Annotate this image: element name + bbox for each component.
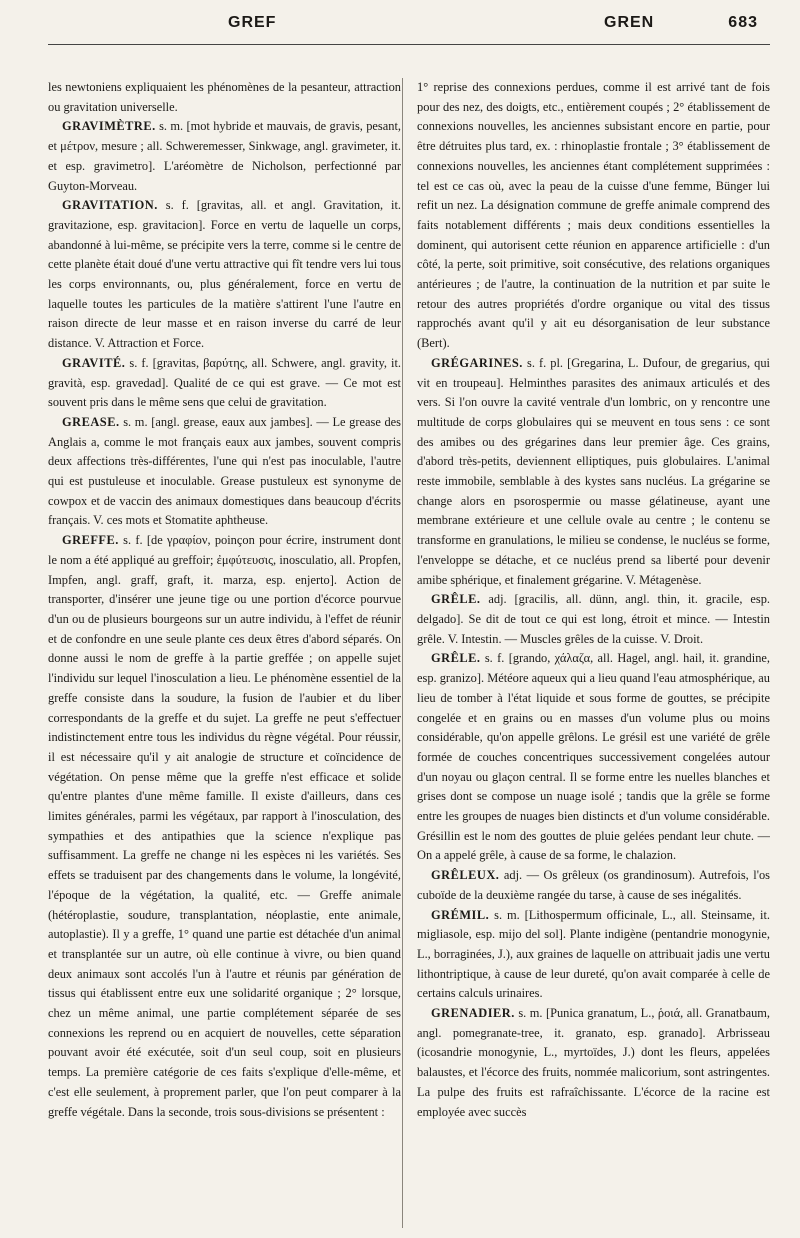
left-column — [48, 78, 401, 1228]
entry-text: s. f. [gravitas, βαρύτης, all. Schwere, angl. gravity, it. gravità, esp. gravedad]. Qualité de ce qui est grave. — Ce mot est souvent pris dans le même sens que celui de gravitation. — [48, 355, 401, 410]
entry-headword: GRAVIMÈTRE. — [62, 119, 156, 134]
dictionary-entry — [417, 906, 770, 1005]
entry-text: s. f. [gravitas, all. et angl. Gravitation, it. gravitazione, esp. gravitacion]. Force en vertu de laquelle un corps, abandonné à lui-même, se précipite vers la terre, comme si le centre de cette planète était doué d'une vertu attractive qui fît tendre vers lui tous les corps environnants, ou, plus généralement, force en vertu de laquelle toutes les particules de la matière s'attirent l'une l'autre en raison directe de leur masse et en raison inverse du carré de leur distance. V. Attraction et Force. — [48, 198, 401, 351]
dictionary-entry — [48, 196, 401, 354]
entry-text: s. f. [de γραφίον, poinçon pour écrire, instrument dont le nom a été appliqué au greffoir; ἐμφύτευσις, inosculatio, all. Propfen, Impfen, angl. graff, graft, it. marza, esp. enjerto]. Action de transporter, d'insérer une jeune tige ou une portion d'écorce pourvue d'un ou de plusieurs bourgeons sur un autre individu, à l'effet de réunir et de confondre en une seule plante ces deux êtres d'abord séparés. On donne aussi le nom de greffe à la partie greffée ; on appelle sujet l'individu sur lequel l'inosculation a lieu. Le phénomène essentiel de la greffe consiste dans la soudure, la fusion de l'aubier et du liber correspondants de la greffe et du sujet. La greffe ne peut s'effectuer indistinctement entre tous les individus du règne végétal. Pour réussir, il est nécessaire qu'il y ait analogie de structure et coïncidence de végétation. On pense même que la greffe n'est efficace et solide qu'entre plantes d'une même famille. Il existe d'ailleurs, dans ces limites générales, parmi les végétaux, par rapport à l'inosculation, des sympathies et des antipathies que la science n'explique pas suffisamment. La greffe ne change ni les espèces ni les variétés. Ses effets se traduisent par des changements dans le volume, la longévité, l'époque de la végétation, la qualité, etc. — Greffe animale (hétéroplastie, soudure, transplantation, néoplastie, ente animale, autoplastie). Il y a greffe, 1° quand une partie est détachée d'un animal et transplantée sur un autre, où elle continue à vivre, ou bien quand deux animaux sont accolés l'un à l'autre et réunis par génération de tissus qui établissent entre eux une solidarité organique ; 2° lorsque, chez un même animal, une partie complétement séparée de ses connexions les reprend ou en acquiert de nouvelles, cette séparation pouvant avoir été exécutée, soit d'un seul coup, soit en plusieurs temps. La première catégorie de ces faits s'explique d'elle-même, et c'est elle seulement, à proprement parler, que l'on peut comparer à la greffe végétale. Dans la seconde, trois sous-divisions se présentent : — [48, 533, 401, 1119]
entry-headword: GRÉMIL. — [431, 907, 490, 922]
entry-headword: GRÊLE. — [431, 592, 481, 607]
entry-text: les newtoniens expliquaient les phénomènes de la pesanteur, attraction ou gravitation universelle. — [48, 80, 401, 114]
dictionary-entry — [48, 354, 401, 413]
entry-headword: GRÊLEUX. — [431, 868, 500, 883]
entry-headword: GRÊLE. — [431, 651, 481, 666]
entry-headword: GREFFE. — [62, 533, 119, 548]
running-head-right-word: GREN — [604, 14, 655, 31]
dictionary-entry — [417, 354, 770, 590]
entry-text: s. f. pl. [Gregarina, L. Dufour, de gregarius, qui vit en troupeau]. Helminthes parasites des animaux articulés et des vers. Si l'on ouvre la cavité ventrale d'un lombric, on y rencontre une multitude de corps globulaires qui se meuvent en tous sens : ce sont des amibes ou des grégarines dans leur premier âge. Ces grains, d'abord très-petits, deviennent elliptiques, puis globulaires. L'animal reste immobile, semblable à des kystes sans nucléus. La grégarine se change alors en psorospermie ou masse gélatineuse, ayant une membrane extérieure et une cellule ovale au centre ; le contenu se transforme en granulations, le milieu se condense, le nucléus se forme, l'enveloppe se détache, et ce nucléus prend sa liberté pour devenir amibe sphérique, et finalement grégarine. V. Métagenèse. — [417, 355, 770, 587]
dictionary-entry — [417, 590, 770, 649]
entry-headword: GRAVITÉ. — [62, 355, 126, 370]
dictionary-entry — [417, 866, 770, 905]
entry-text: s. m. [mot hybride et mauvais, de gravis, pesant, et μέτρον, mesure ; all. Schweremesser, Sinkwage, angl. gravimeter, it. et esp. gravimetro]. L'aréomètre de Nicholson, perfectionné par Guyton-Morveau. — [48, 119, 401, 193]
dictionary-entry — [48, 413, 401, 531]
text-columns — [48, 78, 770, 1228]
running-head — [48, 0, 770, 40]
page-number: 683 — [728, 14, 758, 31]
continued-text — [417, 78, 770, 354]
right-column — [417, 78, 770, 1228]
entry-text: adj. [gracilis, all. dünn, angl. thin, it. gracile, esp. delgado]. Se dit de tout ce qui est long, étroit et mince. — Intestin grêle. V. Intestin. — Muscles grêles de la cuisse. V. Droit. — [417, 592, 770, 646]
entry-text: s. f. [grando, χάλαζα, all. Hagel, angl. hail, it. grandine, esp. granizo]. Météore aqueux qui a lieu quand l'eau atmosphérique, au lieu de tomber à l'état liquide et sous forme de gouttes, se précipite congelée et en grains ou en masses d'un volume plus ou moins considérable, qu'on appelle grêlons. Le grésil est une variété de grêle formée de couches concentriques successivement congelées autour d'un noyau ou glaçon central. Il se forme entre les nuelles blanches et grises dont se compose un nuage isolé ; tandis que la grêle se forme entre les groupes de nuages bien distincts et d'un volume considérable. Grésillin est le nom des gouttes de pluie gelées pendant leur chute. — On a appelé grêle, à cause de sa forme, le chalazion. — [417, 651, 770, 863]
dictionary-entry — [48, 117, 401, 196]
entry-text: s. m. [Punica granatum, L., ῥοιά, all. Granatbaum, angl. pomegranate-tree, it. granato, esp. granado]. Arbrisseau (icosandrie monogynie, L., myrtoïdes, J.) dont les fleurs, appelées balaustes, et l'écorce des fruits, nommée malicorium, sont astringentes. La pulpe des fruits est rafraîchissante. L'écorce de la racine est employée avec succès — [417, 1006, 770, 1119]
entry-text: 1° reprise des connexions perdues, comme il est arrivé tant de fois pour des nez, des doigts, etc., entièrement coupés ; 2° établissement de connexions nouvelles, les anciennes subsistant encore en partie, pour être détruites plus tard, ex. : rhinoplastie frontale ; 3° établissement de connexions nouvelles, les anciennes étant complétement supprimées : tel est ce cas où, avec la peau de la cuisse d'une femme, Bünger lui refit un nez. La désignation commune de greffe animale comprend des faits notablement différents ; mais deux conditions essentielles la dominent, qui autorisent cette réunion en apparence artificielle : d'un côté, la perte, soit primitive, soit consécutive, des relations organiques antérieures ; de l'autre, la continuation de la nutrition et par suite le retour des autres propriétés d'ordre organique ou vital des tissus rapprochés avant qu'il y ait eu désorganisation de leur substance (Bert). — [417, 80, 770, 351]
running-head-left-word: GREF — [228, 14, 277, 31]
entry-text: adj. — Os grêleux (os grandinosum). Autrefois, l'os cuboïde de la deuxième rangée du tarse, à cause de ses inégalités. — [417, 868, 770, 902]
entry-headword: GREASE. — [62, 414, 120, 429]
header-rule — [48, 44, 770, 45]
entry-headword: GRAVITATION. — [62, 198, 158, 213]
dictionary-entry — [48, 531, 401, 1122]
entry-text: s. m. [angl. grease, eaux aux jambes]. — Le grease des Anglais a, comme le mot français eaux aux jambes, souvent compris deux affections très-différentes, l'une qui n'est pas inoculable, l'autre qui est pustuleuse et inoculable. Grease pustuleux est synonyme de cowpox et de vaccin des animaux domestiques dans beaucoup d'écrits français. V. ces mots et Stomatite aphtheuse. — [48, 414, 401, 528]
entry-headword: GRENADIER. — [431, 1006, 515, 1021]
entry-text: s. m. [Lithospermum officinale, L., all. Steinsame, it. migliasole, esp. mijo del sol]. Plante indigène (pentandrie monogynie, L., borraginées, J.), aux graines de laquelle on attribuait jadis une vertu lithontriptique, à cause de leur dureté, qu'on avait comparée à celle de certains calculs urinaires. — [417, 907, 770, 1001]
dictionary-entry — [417, 649, 770, 866]
dictionary-entry — [417, 1004, 770, 1122]
continued-text — [48, 78, 401, 117]
entry-headword: GRÉGARINES. — [431, 355, 523, 370]
